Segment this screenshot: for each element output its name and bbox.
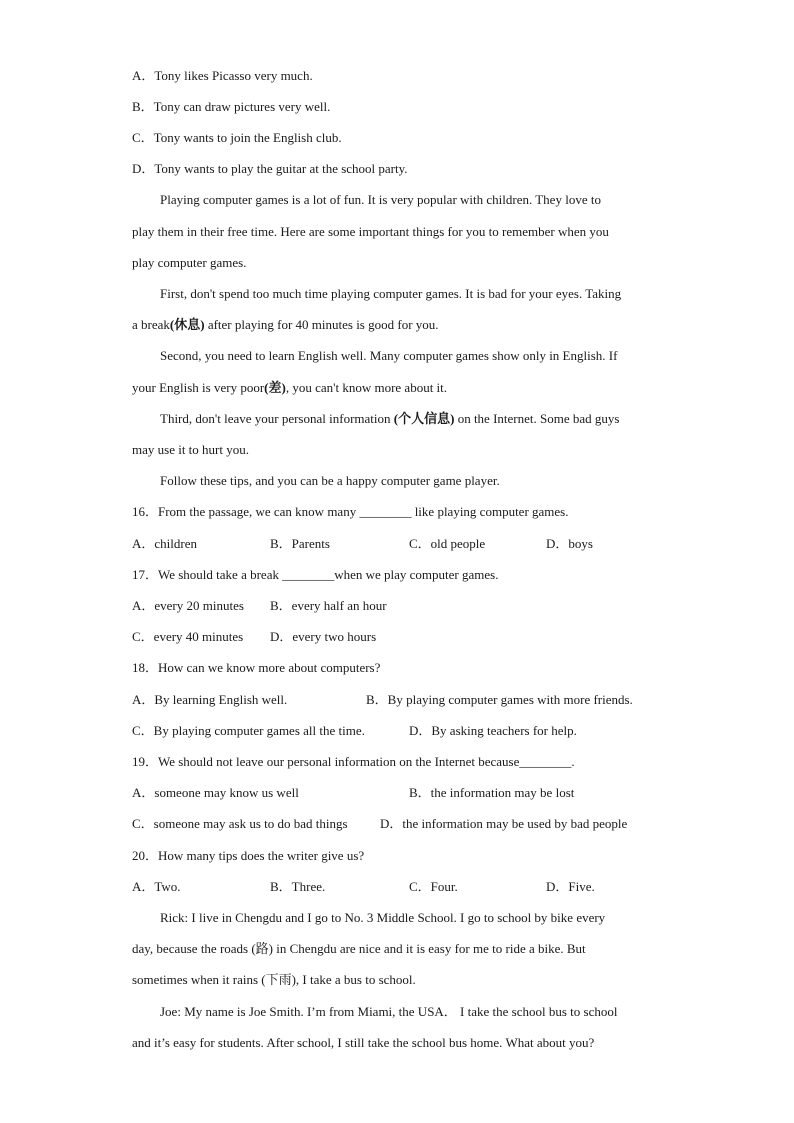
question-17-stem: 17．We should take a break ________when we play computer games. <box>132 567 499 582</box>
q18-option-c: C．By playing computer games all the time. <box>132 723 365 738</box>
passage-text: on the Internet. Some bad guys <box>454 411 620 426</box>
passage-line: may use it to hurt you. <box>132 442 249 457</box>
q20-option-b: B．Three. <box>270 879 326 894</box>
passage-line: Rick: I live in Chengdu and I go to No. 3 Middle School. I go to school by bike every <box>160 910 606 925</box>
passage-text: a break <box>132 317 170 332</box>
passage-text: , you can't know more about it. <box>285 380 448 395</box>
q18-option-a: A．By learning English well. <box>132 692 288 707</box>
passage-line <box>132 379 447 397</box>
q20-option-c: C．Four. <box>409 879 458 894</box>
q17-option-b: B．every half an hour <box>270 598 387 613</box>
q18-option-b: B．By playing computer games with more friends. <box>366 692 633 707</box>
passage-line: day, because the roads (路) in Chengdu are nice and it is easy for me to ride a bike. But <box>132 941 586 956</box>
q17-option-a: A．every 20 minutes <box>132 598 244 613</box>
prev-option-d: D．Tony wants to play the guitar at the school party. <box>132 161 408 176</box>
chinese-gloss: (差) <box>264 380 286 395</box>
question-20-stem: 20．How many tips does the writer give us? <box>132 848 365 863</box>
prev-option-a: A．Tony likes Picasso very much. <box>132 68 313 83</box>
q19-option-c: C．someone may ask us to do bad things <box>132 816 348 831</box>
q19-option-b: B．the information may be lost <box>409 785 575 800</box>
q16-option-c: C．old people <box>409 536 486 551</box>
question-16-stem: 16．From the passage, we can know many ________ like playing computer games. <box>132 504 569 519</box>
question-18-stem: 18．How can we know more about computers? <box>132 660 381 675</box>
passage-text: Third, don't leave your personal information <box>160 411 394 426</box>
q20-option-a: A．Two. <box>132 879 181 894</box>
passage-line <box>132 316 439 334</box>
q18-option-d: D．By asking teachers for help. <box>409 723 577 738</box>
passage-line: play them in their free time. Here are some important things for you to remember when you <box>132 224 609 239</box>
passage-line: and it’s easy for students. After school, I still take the school bus home. What about you? <box>132 1035 595 1050</box>
q19-option-a: A．someone may know us well <box>132 785 299 800</box>
passage-line <box>160 410 619 428</box>
passage-line: Playing computer games is a lot of fun. It is very popular with children. They love to <box>160 192 601 207</box>
prev-option-c: C．Tony wants to join the English club. <box>132 130 342 145</box>
passage-line: play computer games. <box>132 255 247 270</box>
passage-line: sometimes when it rains (下雨), I take a bus to school. <box>132 972 416 987</box>
q17-option-c: C．every 40 minutes <box>132 629 244 644</box>
q20-option-d: D．Five. <box>546 879 595 894</box>
passage-text: your English is very poor <box>132 380 265 395</box>
prev-option-b: B．Tony can draw pictures very well. <box>132 99 331 114</box>
q17-option-d: D．every two hours <box>270 629 377 644</box>
passage-line: Joe: My name is Joe Smith. I’m from Miami, the USA． I take the school bus to school <box>160 1004 618 1019</box>
passage-line: Follow these tips, and you can be a happy computer game player. <box>160 473 500 488</box>
passage-line: First, don't spend too much time playing computer games. It is bad for your eyes. Taking <box>160 286 622 301</box>
q16-option-d: D．boys <box>546 536 593 551</box>
chinese-gloss: (休息) <box>169 317 205 332</box>
passage-line: Second, you need to learn English well. Many computer games show only in English. If <box>160 348 618 363</box>
q19-option-d: D．the information may be used by bad people <box>380 816 628 831</box>
question-19-stem: 19．We should not leave our personal information on the Internet because________. <box>132 754 575 769</box>
q16-option-a: A．children <box>132 536 197 551</box>
q16-option-b: B．Parents <box>270 536 330 551</box>
passage-text: after playing for 40 minutes is good for you. <box>204 317 439 332</box>
chinese-gloss: (个人信息) <box>393 411 455 426</box>
